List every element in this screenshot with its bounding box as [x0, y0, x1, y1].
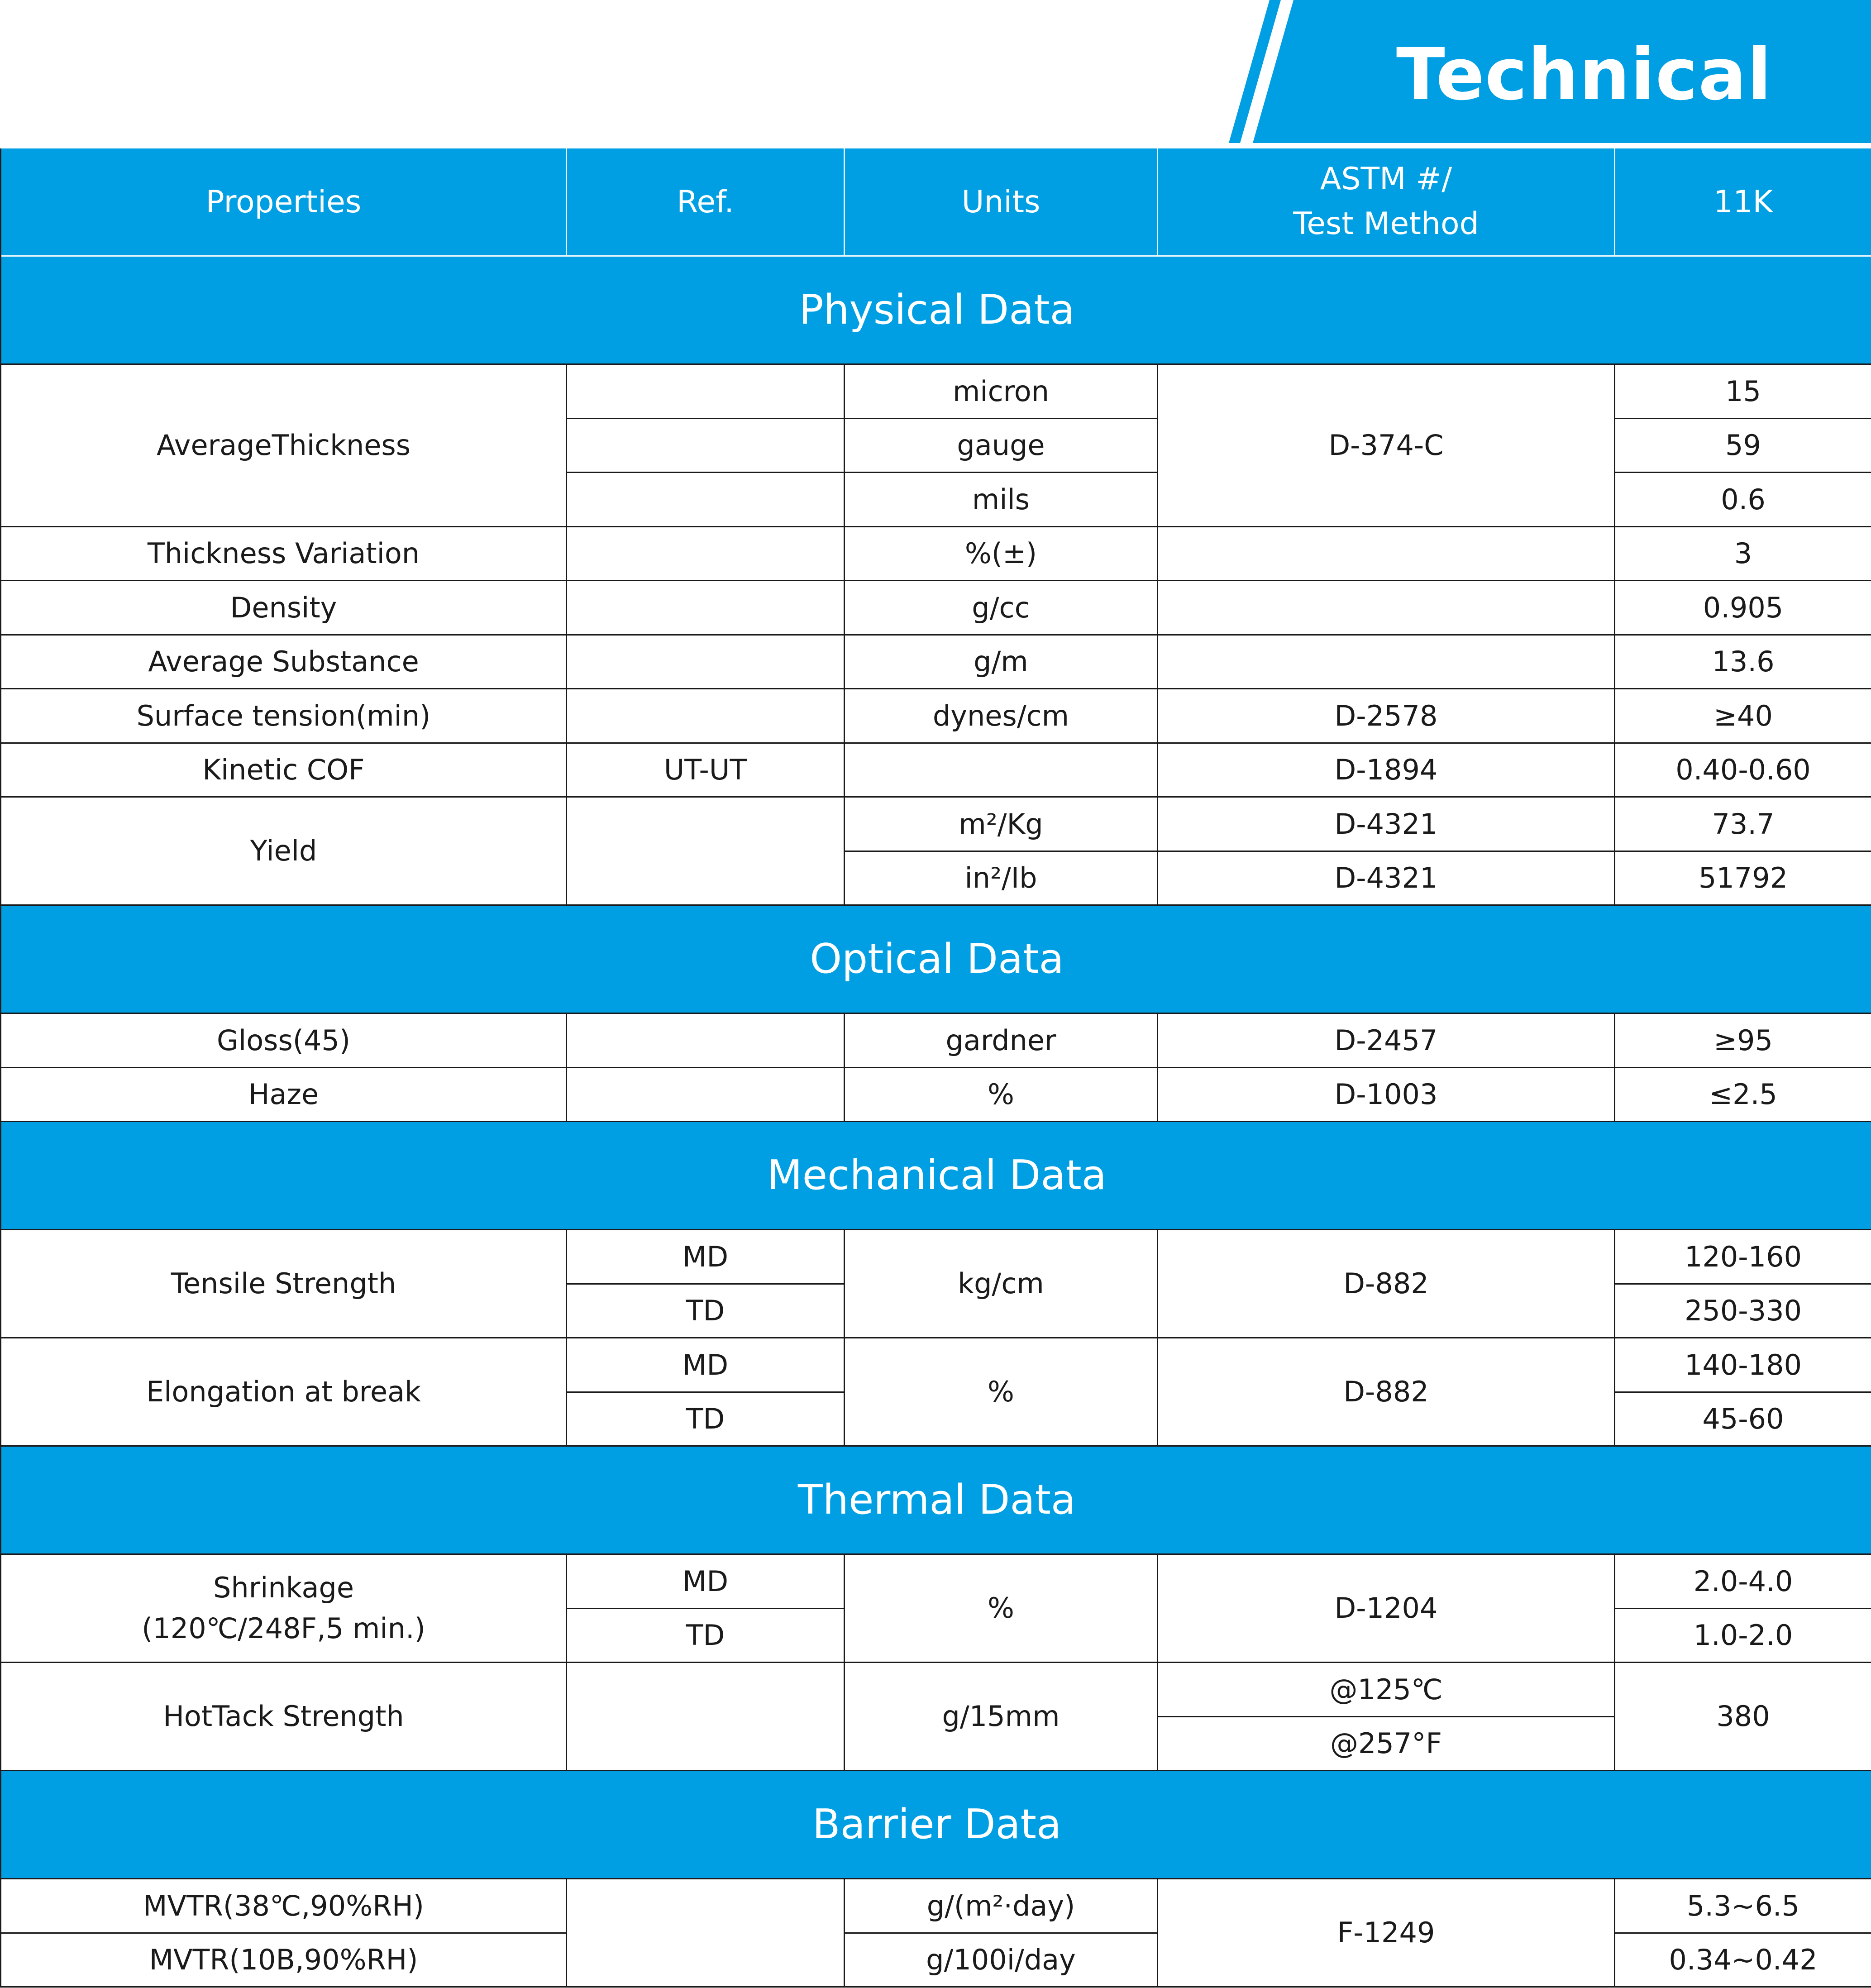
- gloss-unit: gardner: [845, 1014, 1158, 1068]
- gloss-property: Gloss(45): [1, 1014, 567, 1068]
- yield-method-1: D-4321: [1158, 798, 1615, 852]
- elongation-method: D-882: [1158, 1338, 1615, 1447]
- thickness-variation-unit: %(±): [845, 527, 1158, 582]
- header-properties: Properties: [1, 148, 567, 257]
- header-ref: Ref.: [567, 148, 845, 257]
- avg-substance-property: Average Substance: [1, 636, 567, 690]
- avg-substance-value: 13.6: [1615, 636, 1871, 690]
- empty-cell: [1158, 636, 1615, 690]
- haze-method: D-1003: [1158, 1068, 1615, 1123]
- empty-cell: [567, 1014, 845, 1068]
- avg-thickness-unit-2: gauge: [845, 419, 1158, 473]
- gloss-value: ≥95: [1615, 1014, 1871, 1068]
- mvtr-property-2: MVTR(10B,90%RH): [1, 1934, 567, 1988]
- empty-cell: [567, 689, 845, 744]
- surface-tension-value: ≥40: [1615, 689, 1871, 744]
- mvtr-method: F-1249: [1158, 1879, 1615, 1988]
- header-grade: 11K: [1615, 148, 1871, 257]
- shrinkage-ref-1: MD: [567, 1555, 845, 1609]
- empty-cell: [567, 636, 845, 690]
- shrinkage-method: D-1204: [1158, 1555, 1615, 1663]
- avg-thickness-property: AverageThickness: [1, 365, 567, 527]
- density-value: 0.905: [1615, 581, 1871, 636]
- section-mechanical: Mechanical Data: [1, 1122, 1871, 1230]
- shrinkage-ref-2: TD: [567, 1609, 845, 1663]
- empty-cell: [567, 473, 845, 527]
- page-title: Technical: [1396, 33, 1772, 116]
- empty-cell: [567, 365, 845, 419]
- empty-cell: [567, 1663, 845, 1771]
- yield-value-1: 73.7: [1615, 798, 1871, 852]
- hottack-unit: g/15mm: [845, 1663, 1158, 1771]
- avg-thickness-unit-1: micron: [845, 365, 1158, 419]
- kinetic-cof-value: 0.40-0.60: [1615, 744, 1871, 798]
- surface-tension-method: D-2578: [1158, 689, 1615, 744]
- header-astm: [1158, 148, 1615, 257]
- shrinkage-property: [1, 1555, 567, 1663]
- empty-cell: [567, 581, 845, 636]
- haze-unit: %: [845, 1068, 1158, 1123]
- section-physical: Physical Data: [1, 257, 1871, 365]
- mvtr-value-1: 5.3~6.5: [1615, 1879, 1871, 1934]
- yield-unit-1: m²/Kg: [845, 798, 1158, 852]
- surface-tension-unit: dynes/cm: [845, 689, 1158, 744]
- yield-method-2: D-4321: [1158, 852, 1615, 906]
- header-astm-line1: ASTM #/: [1320, 161, 1452, 197]
- yield-value-2: 51792: [1615, 852, 1871, 906]
- kinetic-cof-ref: UT-UT: [567, 744, 845, 798]
- header-astm-line2: Test Method: [1293, 206, 1479, 242]
- empty-cell: [567, 1068, 845, 1123]
- kinetic-cof-property: Kinetic COF: [1, 744, 567, 798]
- tensile-value-2: 250-330: [1615, 1285, 1871, 1339]
- empty-cell: [567, 419, 845, 473]
- avg-substance-unit: g/m: [845, 636, 1158, 690]
- elongation-ref-1: MD: [567, 1338, 845, 1393]
- section-optical: Optical Data: [1, 906, 1871, 1014]
- hottack-value: 380: [1615, 1663, 1871, 1771]
- avg-thickness-method: D-374-C: [1158, 365, 1615, 527]
- avg-thickness-value-3: 0.6: [1615, 473, 1871, 527]
- haze-property: Haze: [1, 1068, 567, 1123]
- haze-value: ≤2.5: [1615, 1068, 1871, 1123]
- hottack-method-1: @125℃: [1158, 1663, 1615, 1717]
- density-unit: g/cc: [845, 581, 1158, 636]
- tensile-method: D-882: [1158, 1230, 1615, 1338]
- tensile-ref-2: TD: [567, 1285, 845, 1339]
- yield-unit-2: in²/Ib: [845, 852, 1158, 906]
- mvtr-unit-1: g/(m²·day): [845, 1879, 1158, 1934]
- density-property: Density: [1, 581, 567, 636]
- empty-cell: [567, 1879, 845, 1988]
- header-units: Units: [845, 148, 1158, 257]
- shrinkage-value-2: 1.0-2.0: [1615, 1609, 1871, 1663]
- tensile-ref-1: MD: [567, 1230, 845, 1285]
- elongation-unit: %: [845, 1338, 1158, 1447]
- gloss-method: D-2457: [1158, 1014, 1615, 1068]
- empty-cell: [845, 744, 1158, 798]
- mvtr-property-1: MVTR(38℃,90%RH): [1, 1879, 567, 1934]
- section-thermal: Thermal Data: [1, 1447, 1871, 1555]
- elongation-value-2: 45-60: [1615, 1393, 1871, 1447]
- surface-tension-property: Surface tension(min): [1, 689, 567, 744]
- mvtr-value-2: 0.34~0.42: [1615, 1934, 1871, 1988]
- avg-thickness-value-1: 15: [1615, 365, 1871, 419]
- avg-thickness-value-2: 59: [1615, 419, 1871, 473]
- empty-cell: [1158, 527, 1615, 582]
- avg-thickness-unit-3: mils: [845, 473, 1158, 527]
- mvtr-unit-2: g/100i/day: [845, 1934, 1158, 1988]
- shrinkage-unit: %: [845, 1555, 1158, 1663]
- tensile-property: Tensile Strength: [1, 1230, 567, 1338]
- elongation-ref-2: TD: [567, 1393, 845, 1447]
- hottack-property: HotTack Strength: [1, 1663, 567, 1771]
- shrinkage-property-line2: (120℃/248F,5 min.): [142, 1612, 425, 1645]
- empty-cell: [567, 798, 845, 906]
- hottack-method-2: @257°F: [1158, 1717, 1615, 1772]
- empty-cell: [1158, 581, 1615, 636]
- elongation-property: Elongation at break: [1, 1338, 567, 1447]
- technical-data-table: [0, 148, 1871, 1988]
- section-barrier: Barrier Data: [1, 1771, 1871, 1879]
- thickness-variation-value: 3: [1615, 527, 1871, 582]
- thickness-variation-property: Thickness Variation: [1, 527, 567, 582]
- tensile-value-1: 120-160: [1615, 1230, 1871, 1285]
- elongation-value-1: 140-180: [1615, 1338, 1871, 1393]
- yield-property: Yield: [1, 798, 567, 906]
- tensile-unit: kg/cm: [845, 1230, 1158, 1338]
- shrinkage-property-line1: Shrinkage: [213, 1571, 354, 1605]
- shrinkage-value-1: 2.0-4.0: [1615, 1555, 1871, 1609]
- kinetic-cof-method: D-1894: [1158, 744, 1615, 798]
- empty-cell: [567, 527, 845, 582]
